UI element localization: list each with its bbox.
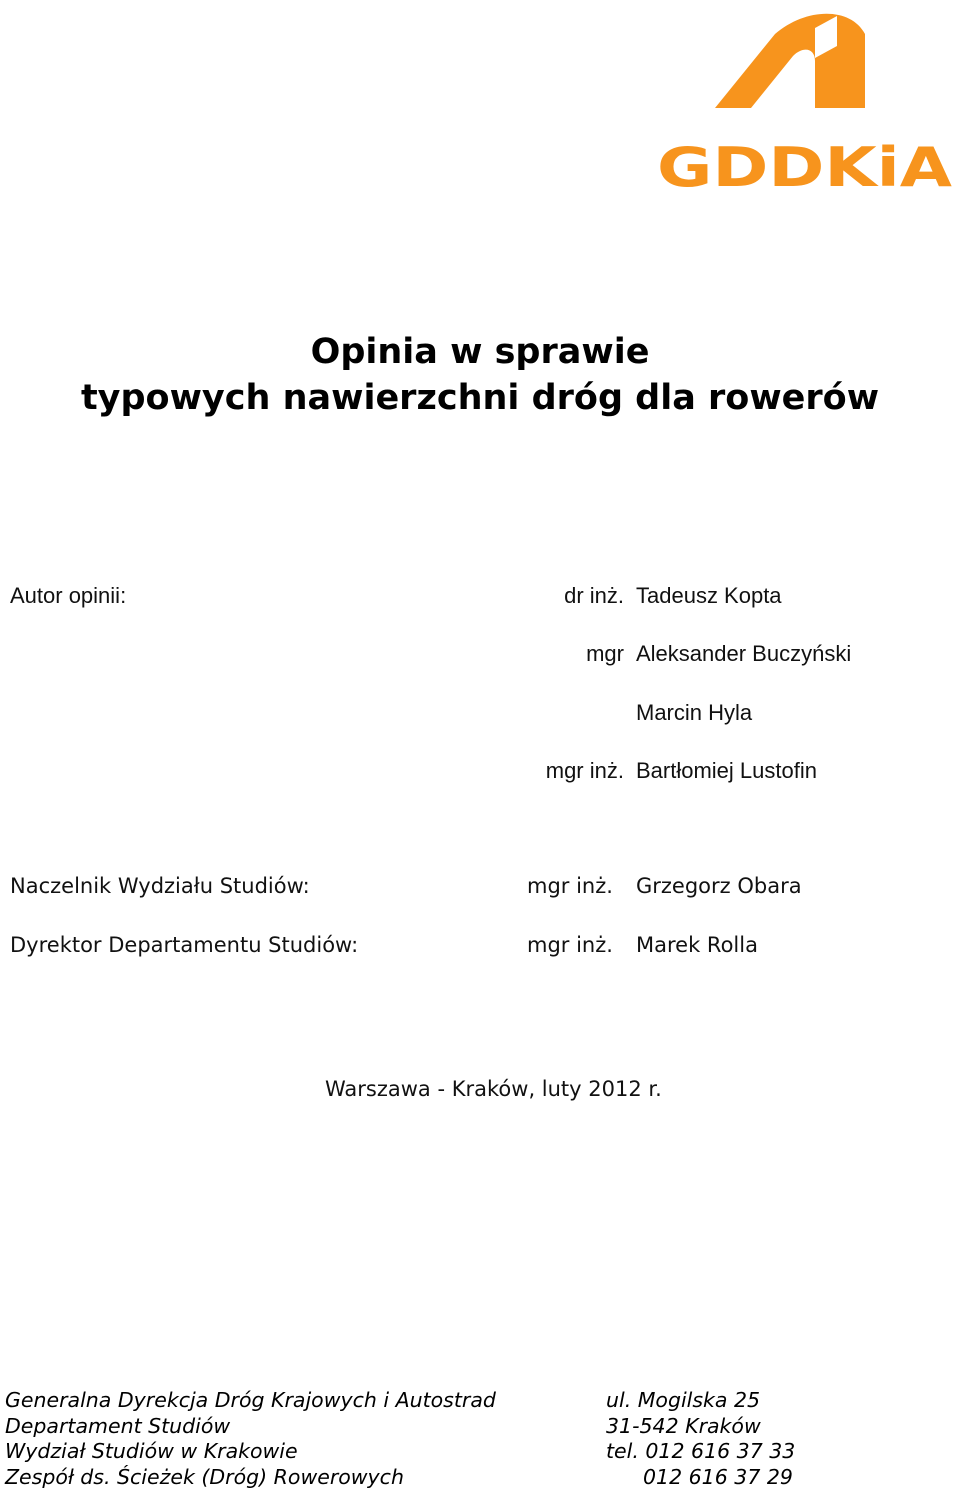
author-title: dr inż. — [564, 583, 624, 608]
logo-text: GDDKiA — [657, 136, 953, 196]
road-arch-logo-icon — [715, 14, 865, 108]
authors-label: Autor opinii: — [10, 583, 127, 608]
title-line-1: Opinia w sprawie — [310, 332, 650, 372]
author-name: Marcin Hyla — [636, 700, 753, 725]
author-name: Aleksander Buczyński — [636, 641, 852, 666]
footer-left-line: Generalna Dyrekcja Dróg Krajowych i Autostrad — [5, 1388, 496, 1412]
author-title: mgr — [586, 641, 624, 666]
footer-right-line: tel. 012 616 37 33 — [606, 1439, 796, 1463]
approval-name: Marek Rolla — [636, 933, 758, 957]
footer-right-line: 31-542 Kraków — [606, 1414, 761, 1438]
author-title: mgr inż. — [545, 758, 624, 783]
approval-title: mgr inż. — [527, 874, 613, 898]
footer-right-line: 012 616 37 29 — [643, 1465, 793, 1489]
gddkia-logo — [655, 6, 955, 196]
approval-title: mgr inż. — [527, 933, 613, 957]
approval-name: Grzegorz Obara — [636, 874, 802, 898]
place-date: Warszawa - Kraków, luty 2012 r. — [325, 1077, 662, 1101]
approval-role: Naczelnik Wydziału Studiów: — [10, 874, 310, 898]
footer-left-line: Wydział Studiów w Krakowie — [5, 1439, 298, 1463]
author-name: Tadeusz Kopta — [636, 583, 782, 608]
approval-role: Dyrektor Departamentu Studiów: — [10, 933, 359, 957]
footer-right-line: ul. Mogilska 25 — [606, 1388, 761, 1412]
title-line-2: typowych nawierzchni dróg dla rowerów — [80, 378, 880, 418]
author-name: Bartłomiej Lustofin — [636, 758, 817, 783]
footer-left-line: Departament Studiów — [5, 1414, 231, 1438]
footer-left-line: Zespół ds. Ścieżek (Dróg) Rowerowych — [5, 1465, 404, 1489]
